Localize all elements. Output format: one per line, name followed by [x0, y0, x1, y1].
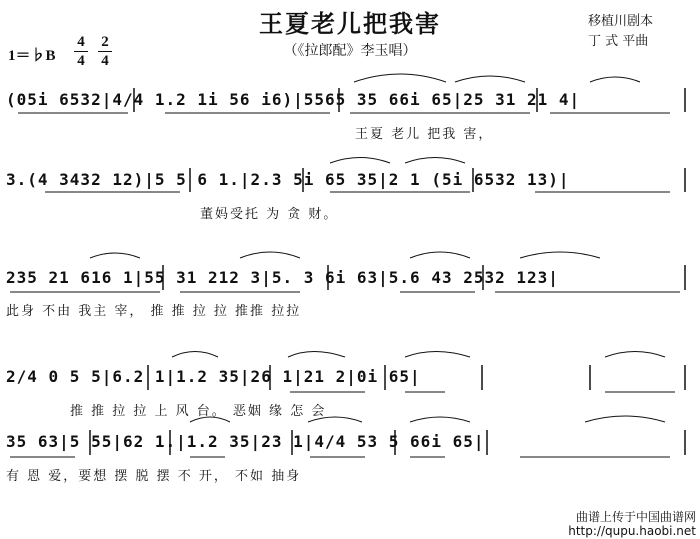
lyrics-line-1: 王夏 老儿 把我 害， [355, 127, 494, 142]
time-signature-a: 4 4 [74, 34, 88, 69]
notation-line-1: (05i 6532|4/4 1.2 1i 56 i6)|5565 35 66i 65|25 31 21 4| [6, 90, 581, 109]
key-signature: 1＝♭B [8, 48, 56, 64]
watermark-line-1: 曲谱上传于中国曲谱网 [575, 510, 696, 524]
song-subtitle: （《拉郎配》李玉唱） [283, 43, 417, 59]
notation-line-2: 3.(4 3432 12)|5 5 6 1.|2.3 5i 65 35|2 1 (5i 6532 13)| [6, 170, 570, 189]
adaptation-credit: 移植川剧本 [588, 14, 654, 29]
lyrics-line-4: 推 推 拉 拉 上 风 台。 恶姻 缘 怎 会 [70, 404, 327, 419]
lyrics-line-2: 董妈受托 为 贪 财。 [200, 207, 339, 222]
watermark-line-2: http://qupu.haobi.net [568, 524, 696, 538]
time-signature-b: 2 4 [98, 34, 112, 69]
lyrics-line-3: 此身 不由 我主 宰， 推 推 拉 拉 推推 拉拉 [6, 304, 302, 319]
lyrics-line-5: 有 恩 爱，要想 摆 脱 摆 不 开， 不如 抽身 [6, 469, 302, 484]
song-title: 王夏老儿把我害 [259, 9, 441, 38]
notation-line-3: 235 21 616 1|55 31 212 3|5. 3 6i 63|5.6 43 2532 123| [6, 268, 559, 287]
notation-line-4: 2/4 0 5 5|6.2 1|1.2 35|26 1|21 2|0i 65| [6, 367, 421, 386]
watermark [568, 510, 696, 538]
notation-line-5: 35 63|5 55|62 1.|1.2 35|23 1|4/4 53 5 66i 65| [6, 432, 485, 451]
composer-credit: 丁 式 平曲 [588, 34, 649, 49]
